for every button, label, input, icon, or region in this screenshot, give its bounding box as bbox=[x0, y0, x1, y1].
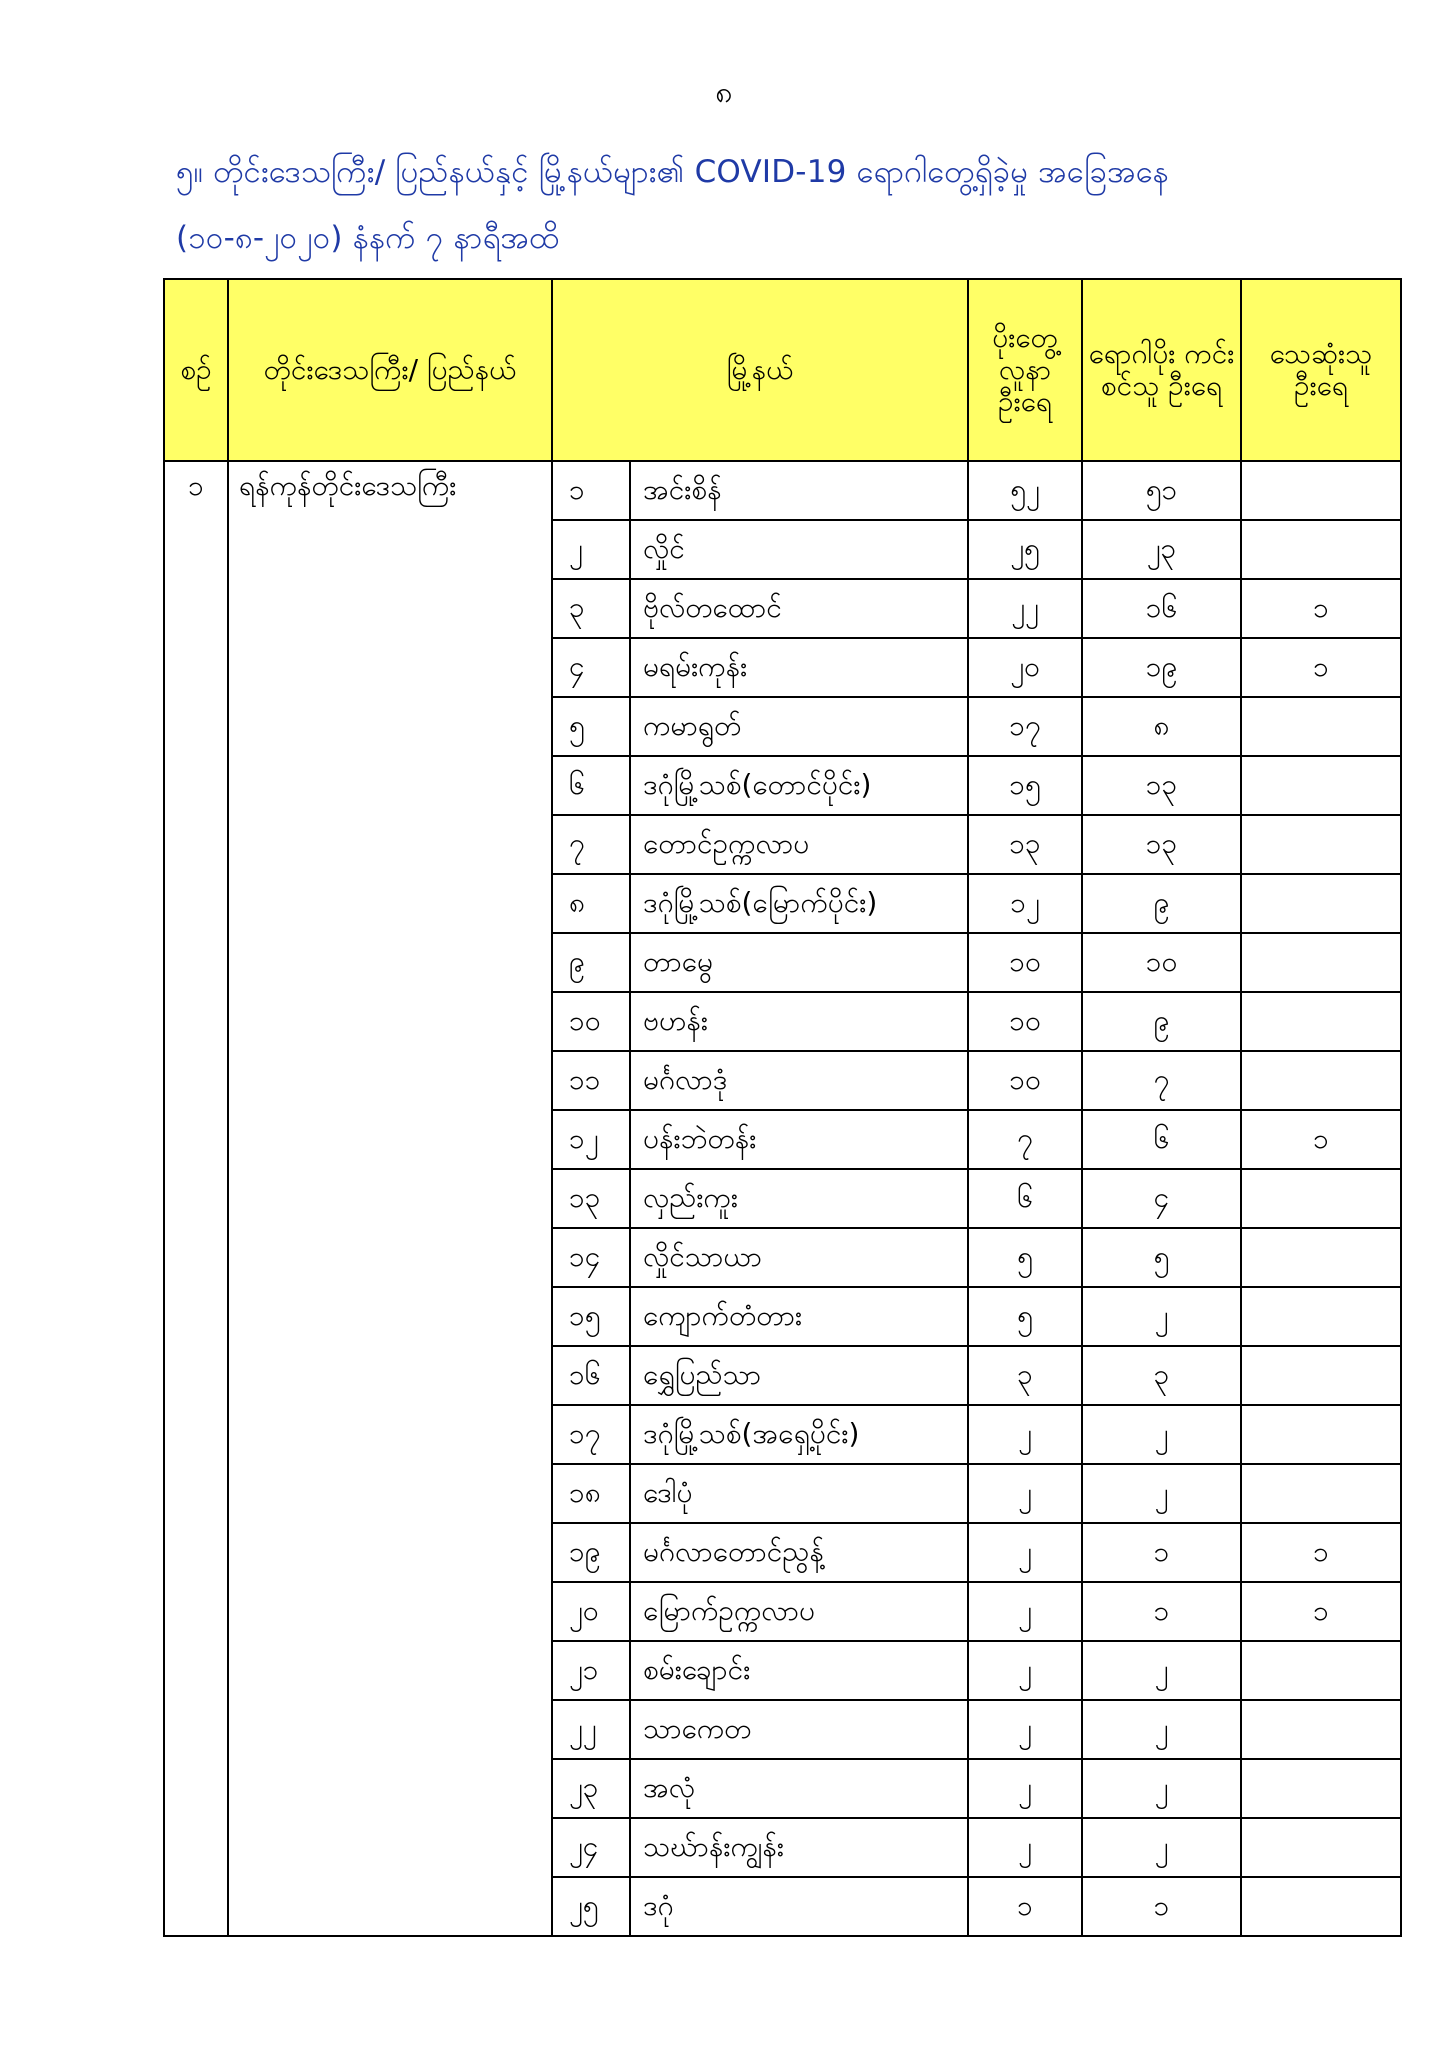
recovered-cell: ၂ bbox=[1082, 1464, 1241, 1523]
deaths-cell bbox=[1241, 1877, 1401, 1936]
township-name-cell: မရမ်းကုန်း bbox=[630, 638, 968, 697]
township-name-cell: သာကေတ bbox=[630, 1700, 968, 1759]
township-name-cell: အင်းစိန် bbox=[630, 461, 968, 520]
page-number: ၈ bbox=[715, 75, 733, 110]
township-name-cell: ဗဟန်း bbox=[630, 992, 968, 1051]
township-name-cell: သဃ်ာန်းကျွန်း bbox=[630, 1818, 968, 1877]
deaths-cell bbox=[1241, 1405, 1401, 1464]
deaths-cell bbox=[1241, 992, 1401, 1051]
table-row bbox=[164, 461, 1401, 520]
deaths-cell: ၁ bbox=[1241, 1582, 1401, 1641]
township-name-cell: ရွှေပြည်သာ bbox=[630, 1346, 968, 1405]
recovered-cell: ၃ bbox=[1082, 1346, 1241, 1405]
township-name-cell: လှည်းကူး bbox=[630, 1169, 968, 1228]
confirmed-cell: ၁၂ bbox=[968, 874, 1082, 933]
deaths-cell bbox=[1241, 1346, 1401, 1405]
township-name-cell: ကျောက်တံတား bbox=[630, 1287, 968, 1346]
township-number-cell: ၂၄ bbox=[552, 1818, 630, 1877]
township-name-cell: လှိုင်သာယာ bbox=[630, 1228, 968, 1287]
deaths-cell bbox=[1241, 933, 1401, 992]
township-number-cell: ၂၅ bbox=[552, 1877, 630, 1936]
confirmed-cell: ၁၀ bbox=[968, 1051, 1082, 1110]
region-name-cell: ရန်ကုန်တိုင်းဒေသကြီး bbox=[228, 461, 552, 1936]
recovered-cell: ၅၁ bbox=[1082, 461, 1241, 520]
recovered-cell: ၂ bbox=[1082, 1405, 1241, 1464]
township-number-cell: ၂၂ bbox=[552, 1700, 630, 1759]
deaths-cell bbox=[1241, 1759, 1401, 1818]
header-region: တိုင်းဒေသကြီး/ ပြည်နယ် bbox=[228, 279, 552, 461]
recovered-cell: ၁၃ bbox=[1082, 815, 1241, 874]
confirmed-cell: ၂ bbox=[968, 1523, 1082, 1582]
township-name-cell: ဒဂုံ bbox=[630, 1877, 968, 1936]
deaths-cell bbox=[1241, 697, 1401, 756]
deaths-cell bbox=[1241, 520, 1401, 579]
deaths-cell bbox=[1241, 815, 1401, 874]
deaths-cell bbox=[1241, 1464, 1401, 1523]
township-number-cell: ၈ bbox=[552, 874, 630, 933]
township-name-cell: ဒဂုံမြို့သစ်(အရှေ့ပိုင်း) bbox=[630, 1405, 968, 1464]
township-number-cell: ၉ bbox=[552, 933, 630, 992]
township-number-cell: ၁ bbox=[552, 461, 630, 520]
deaths-cell: ၁ bbox=[1241, 579, 1401, 638]
header-no: စဉ် bbox=[164, 279, 228, 461]
deaths-cell bbox=[1241, 461, 1401, 520]
township-name-cell: မြောက်ဥက္ကလာပ bbox=[630, 1582, 968, 1641]
deaths-cell bbox=[1241, 1228, 1401, 1287]
deaths-cell: ၁ bbox=[1241, 1110, 1401, 1169]
township-number-cell: ၂၀ bbox=[552, 1582, 630, 1641]
township-number-cell: ၁၈ bbox=[552, 1464, 630, 1523]
covid-township-table bbox=[163, 278, 1402, 1937]
recovered-cell: ၈ bbox=[1082, 697, 1241, 756]
recovered-cell: ၁ bbox=[1082, 1877, 1241, 1936]
confirmed-cell: ၂ bbox=[968, 1464, 1082, 1523]
township-number-cell: ၇ bbox=[552, 815, 630, 874]
confirmed-cell: ၅ bbox=[968, 1287, 1082, 1346]
header-township: မြို့နယ် bbox=[552, 279, 968, 461]
township-number-cell: ၅ bbox=[552, 697, 630, 756]
township-name-cell: စမ်းချောင်း bbox=[630, 1641, 968, 1700]
township-number-cell: ၁၄ bbox=[552, 1228, 630, 1287]
township-number-cell: ၁၁ bbox=[552, 1051, 630, 1110]
confirmed-cell: ၆ bbox=[968, 1169, 1082, 1228]
region-no-cell: ၁ bbox=[164, 461, 228, 1936]
recovered-cell: ၅ bbox=[1082, 1228, 1241, 1287]
recovered-cell: ၁၀ bbox=[1082, 933, 1241, 992]
table-body bbox=[164, 461, 1401, 1936]
confirmed-cell: ၂ bbox=[968, 1641, 1082, 1700]
confirmed-cell: ၂ bbox=[968, 1818, 1082, 1877]
confirmed-cell: ၂၅ bbox=[968, 520, 1082, 579]
confirmed-cell: ၁၅ bbox=[968, 756, 1082, 815]
deaths-cell bbox=[1241, 1051, 1401, 1110]
confirmed-cell: ၁၀ bbox=[968, 933, 1082, 992]
deaths-cell: ၁ bbox=[1241, 1523, 1401, 1582]
township-name-cell: ကမာရွတ် bbox=[630, 697, 968, 756]
township-number-cell: ၁၃ bbox=[552, 1169, 630, 1228]
recovered-cell: ၉ bbox=[1082, 874, 1241, 933]
confirmed-cell: ၁ bbox=[968, 1877, 1082, 1936]
confirmed-cell: ၂ bbox=[968, 1582, 1082, 1641]
township-name-cell: ဗိုလ်တထောင် bbox=[630, 579, 968, 638]
header-deaths: သေဆုံးသူ ဦးရေ bbox=[1241, 279, 1401, 461]
township-number-cell: ၁၂ bbox=[552, 1110, 630, 1169]
confirmed-cell: ၂ bbox=[968, 1700, 1082, 1759]
confirmed-cell: ၂၂ bbox=[968, 579, 1082, 638]
recovered-cell: ၂ bbox=[1082, 1287, 1241, 1346]
township-number-cell: ၃ bbox=[552, 579, 630, 638]
township-name-cell: တောင်ဥက္ကလာပ bbox=[630, 815, 968, 874]
header-confirmed: ပိုးတွေ့ လူနာ ဦးရေ bbox=[968, 279, 1082, 461]
deaths-cell bbox=[1241, 1169, 1401, 1228]
recovered-cell: ၁၉ bbox=[1082, 638, 1241, 697]
township-number-cell: ၁၇ bbox=[552, 1405, 630, 1464]
recovered-cell: ၁ bbox=[1082, 1582, 1241, 1641]
recovered-cell: ၁ bbox=[1082, 1523, 1241, 1582]
recovered-cell: ၂ bbox=[1082, 1700, 1241, 1759]
deaths-cell bbox=[1241, 1700, 1401, 1759]
deaths-cell bbox=[1241, 1818, 1401, 1877]
deaths-cell bbox=[1241, 1287, 1401, 1346]
recovered-cell: ၇ bbox=[1082, 1051, 1241, 1110]
recovered-cell: ၂ bbox=[1082, 1641, 1241, 1700]
township-number-cell: ၁၅ bbox=[552, 1287, 630, 1346]
township-name-cell: တာမွေ bbox=[630, 933, 968, 992]
recovered-cell: ၄ bbox=[1082, 1169, 1241, 1228]
township-name-cell: ပန်းဘဲတန်း bbox=[630, 1110, 968, 1169]
township-number-cell: ၂၃ bbox=[552, 1759, 630, 1818]
deaths-cell bbox=[1241, 1641, 1401, 1700]
township-number-cell: ၂၁ bbox=[552, 1641, 630, 1700]
confirmed-cell: ၅ bbox=[968, 1228, 1082, 1287]
township-number-cell: ၁၉ bbox=[552, 1523, 630, 1582]
township-name-cell: ဒဂုံမြို့သစ်(တောင်ပိုင်း) bbox=[630, 756, 968, 815]
recovered-cell: ၉ bbox=[1082, 992, 1241, 1051]
confirmed-cell: ၁၀ bbox=[968, 992, 1082, 1051]
township-number-cell: ၂ bbox=[552, 520, 630, 579]
deaths-cell bbox=[1241, 756, 1401, 815]
recovered-cell: ၁၃ bbox=[1082, 756, 1241, 815]
confirmed-cell: ၅၂ bbox=[968, 461, 1082, 520]
recovered-cell: ၂ bbox=[1082, 1818, 1241, 1877]
township-number-cell: ၁၀ bbox=[552, 992, 630, 1051]
township-name-cell: လှိုင် bbox=[630, 520, 968, 579]
township-name-cell: ဒဂုံမြို့သစ်(မြောက်ပိုင်း) bbox=[630, 874, 968, 933]
report-title: ၅။ တိုင်းဒေသကြီး/ ပြည်နယ်နှင့် မြို့နယ်များ၏ COVID-19 ရောဂါတွေ့ရှိခဲ့မှု အခြေအနေ bbox=[176, 154, 1169, 190]
report-date: (၁၀-၈-၂၀၂၀) နံနက် ၇ နာရီအထိ bbox=[176, 220, 560, 256]
deaths-cell: ၁ bbox=[1241, 638, 1401, 697]
township-number-cell: ၆ bbox=[552, 756, 630, 815]
confirmed-cell: ၃ bbox=[968, 1346, 1082, 1405]
header-recovered: ရောဂါပိုး ကင်းစင်သူ ဦးရေ bbox=[1082, 279, 1241, 461]
confirmed-cell: ၂ bbox=[968, 1759, 1082, 1818]
deaths-cell bbox=[1241, 874, 1401, 933]
township-name-cell: ဒေါပုံ bbox=[630, 1464, 968, 1523]
confirmed-cell: ၁၇ bbox=[968, 697, 1082, 756]
recovered-cell: ၆ bbox=[1082, 1110, 1241, 1169]
township-number-cell: ၁၆ bbox=[552, 1346, 630, 1405]
confirmed-cell: ၁၃ bbox=[968, 815, 1082, 874]
recovered-cell: ၂ bbox=[1082, 1759, 1241, 1818]
table-header-row bbox=[164, 279, 1401, 461]
recovered-cell: ၂၃ bbox=[1082, 520, 1241, 579]
township-number-cell: ၄ bbox=[552, 638, 630, 697]
confirmed-cell: ၂ bbox=[968, 1405, 1082, 1464]
township-name-cell: မင်္ဂလာဒုံ bbox=[630, 1051, 968, 1110]
confirmed-cell: ၇ bbox=[968, 1110, 1082, 1169]
recovered-cell: ၁၆ bbox=[1082, 579, 1241, 638]
township-name-cell: မင်္ဂလာတောင်ညွန့် bbox=[630, 1523, 968, 1582]
confirmed-cell: ၂၀ bbox=[968, 638, 1082, 697]
township-name-cell: အလုံ bbox=[630, 1759, 968, 1818]
